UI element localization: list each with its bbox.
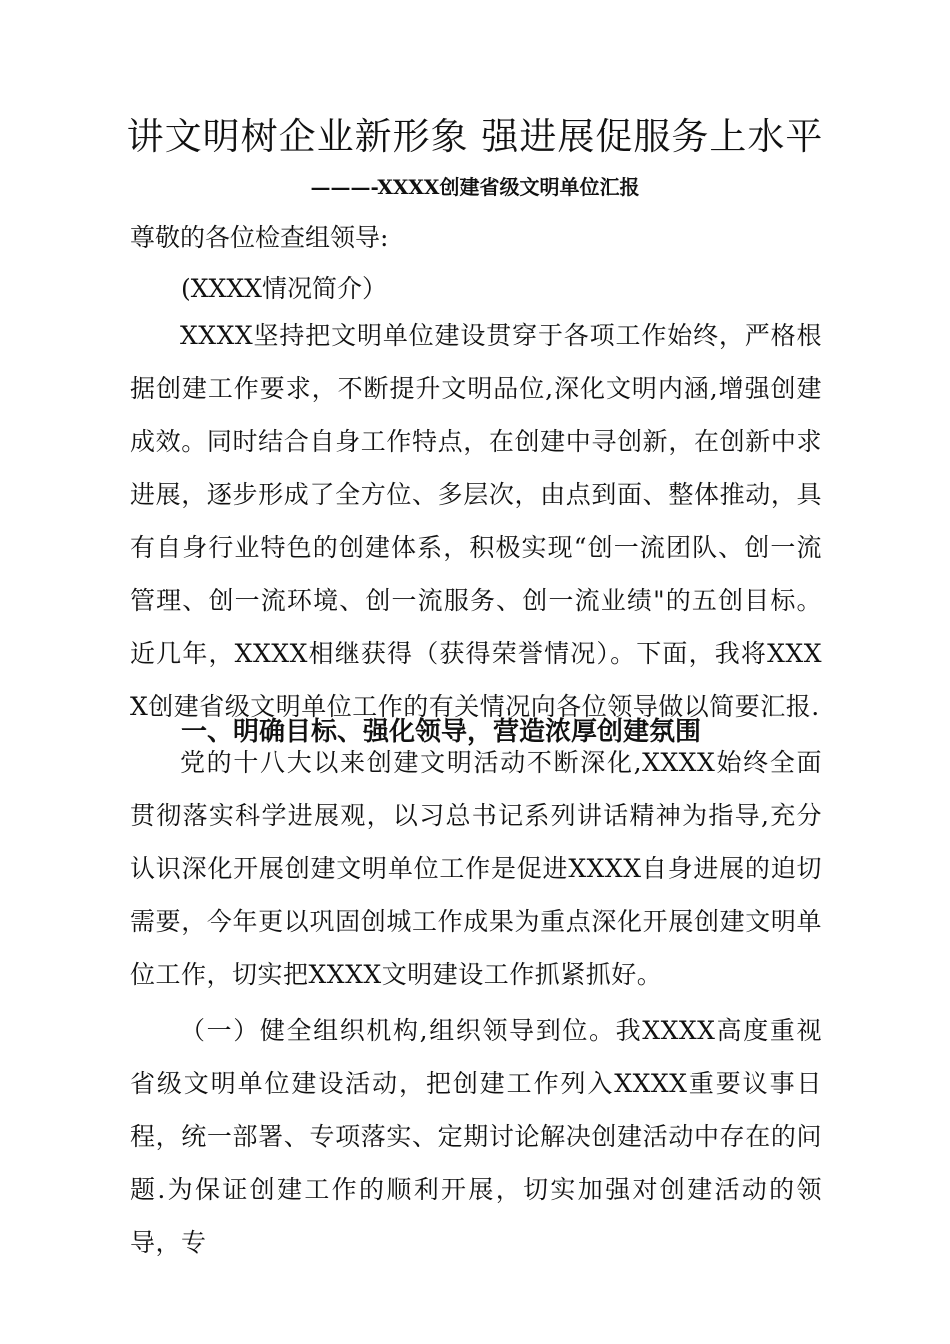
paragraph-section-1: 党的十八大以来创建文明活动不断深化,XXXX始终全面贯彻落实科学进展观，以习总书记系列讲话精神为指导,充分认识深化开展创建文明单位工作是促进XXXX自身进展的迫切需要，今年更以巩固创城工作成果为重点深化开展创建文明单位工作，切实把XXXX文明建设工作抓紧抓好。 bbox=[130, 748, 822, 989]
intro-note: (XXXX情况简介） bbox=[181, 274, 387, 303]
document-title: 讲文明树企业新形象 强进展促服务上水平 bbox=[126, 115, 824, 158]
paragraph-overview: XXXX坚持把文明单位建设贯穿于各项工作始终，严格根据创建工作要求，不断提升文明品位,深化文明内涵,增强创建成效。同时结合自身工作特点，在创建中寻创新，在创新中求进展，逐步形成了全方位、多层次，由点到面、整体推动，具有自身行业特色的创建体系，积极实现“创一流团队、创一流管理、创一流环境、创一流服务、创一流业绩"的五创目标。近几年，XXXX相继获得（获得荣誉情况）。下面，我将XXXX创建省级文明单位工作的有关情况向各位领导做以简要汇报. bbox=[130, 321, 822, 721]
paragraph-subsection-1: （一）健全组织机构,组织领导到位。我XXXX高度重视省级文明单位建设活动，把创建工作列入XXXX重要议事日程，统一部署、专项落实、定期讨论解决创建活动中存在的问题.为保证创建工作的顺利开展，切实加强对创建活动的领导，专 bbox=[130, 1016, 822, 1257]
section-heading-1: 一、明确目标、强化领导，营造浓厚创建氛围 bbox=[181, 717, 702, 747]
document-subtitle: ———-XXXX创建省级文明单位汇报 bbox=[310, 175, 640, 199]
salutation: 尊敬的各位检查组领导: bbox=[130, 223, 389, 252]
